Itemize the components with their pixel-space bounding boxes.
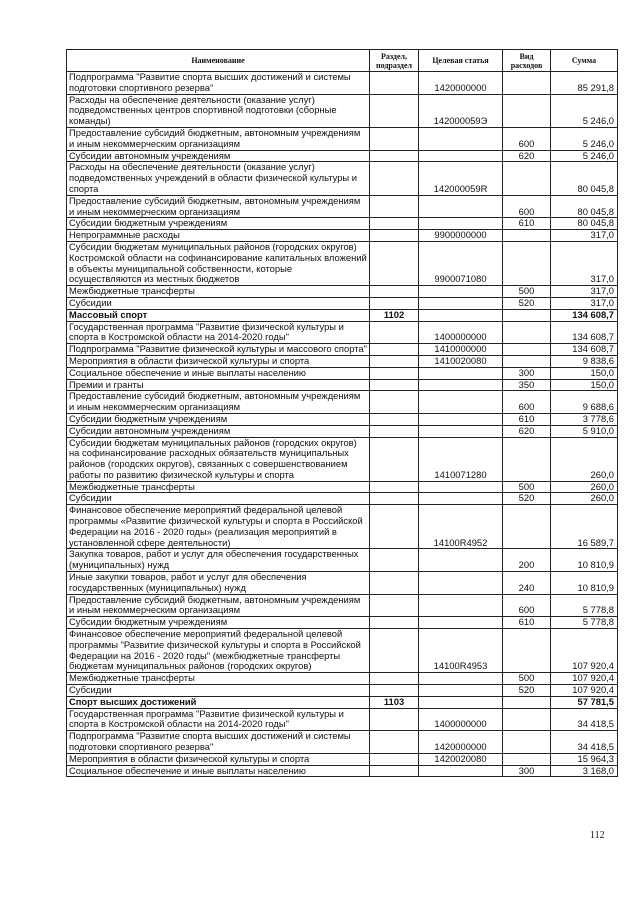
cell-name: Расходы на обеспечение деятельности (оказание услуг) подведомственных учреждений в области физической культуры и спорта bbox=[67, 162, 370, 195]
cell-kind: 610 bbox=[503, 218, 551, 230]
cell-name: Подпрограмма "Развитие физической культуры и массового спорта" bbox=[67, 344, 370, 356]
cell-name: Субсидии автономным учреждениям bbox=[67, 425, 370, 437]
cell-section bbox=[370, 195, 419, 218]
cell-sum: 5 246,0 bbox=[551, 127, 618, 150]
budget-table-sheet bbox=[66, 49, 617, 777]
cell-article bbox=[419, 309, 503, 321]
cell-name: Мероприятия в области физической культуры и спорта bbox=[67, 753, 370, 765]
cell-kind bbox=[503, 94, 551, 127]
table-row bbox=[67, 230, 618, 242]
cell-section: 1103 bbox=[370, 696, 419, 708]
table-row bbox=[67, 94, 618, 127]
cell-article: 142000059R bbox=[419, 162, 503, 195]
table-row bbox=[67, 493, 618, 505]
cell-sum: 5 246,0 bbox=[551, 150, 618, 162]
cell-kind bbox=[503, 162, 551, 195]
cell-article bbox=[419, 425, 503, 437]
cell-section bbox=[370, 708, 419, 731]
cell-article bbox=[419, 297, 503, 309]
cell-sum: 107 920,4 bbox=[551, 685, 618, 697]
table-row bbox=[67, 572, 618, 595]
cell-sum: 3 778,6 bbox=[551, 413, 618, 425]
cell-section bbox=[370, 230, 419, 242]
cell-article bbox=[419, 765, 503, 777]
table-row bbox=[67, 72, 618, 95]
cell-sum: 5 910,0 bbox=[551, 425, 618, 437]
cell-article bbox=[419, 391, 503, 414]
table-row bbox=[67, 629, 618, 673]
cell-sum: 80 045,8 bbox=[551, 195, 618, 218]
table-row bbox=[67, 696, 618, 708]
cell-article: 1420000000 bbox=[419, 731, 503, 754]
cell-sum: 80 045,8 bbox=[551, 162, 618, 195]
cell-article bbox=[419, 367, 503, 379]
cell-name: Субсидии bbox=[67, 685, 370, 697]
cell-kind: 200 bbox=[503, 549, 551, 572]
cell-article bbox=[419, 617, 503, 629]
cell-section bbox=[370, 425, 419, 437]
cell-sum: 57 781,5 bbox=[551, 696, 618, 708]
cell-article bbox=[419, 286, 503, 298]
cell-name: Предоставление субсидий бюджетным, автономным учреждениям и иным некоммерческим организациям bbox=[67, 391, 370, 414]
cell-article bbox=[419, 379, 503, 391]
cell-kind bbox=[503, 437, 551, 481]
cell-article bbox=[419, 195, 503, 218]
cell-kind: 620 bbox=[503, 150, 551, 162]
cell-section bbox=[370, 321, 419, 344]
cell-sum: 317,0 bbox=[551, 297, 618, 309]
cell-sum: 260,0 bbox=[551, 437, 618, 481]
cell-section: 1102 bbox=[370, 309, 419, 321]
cell-article bbox=[419, 572, 503, 595]
table-row bbox=[67, 673, 618, 685]
cell-article bbox=[419, 481, 503, 493]
table-row bbox=[67, 321, 618, 344]
cell-kind bbox=[503, 230, 551, 242]
cell-section bbox=[370, 241, 419, 285]
cell-section bbox=[370, 549, 419, 572]
header-section: Раздел, подраздел bbox=[370, 50, 419, 72]
table-row bbox=[67, 391, 618, 414]
cell-kind: 350 bbox=[503, 379, 551, 391]
cell-sum: 107 920,4 bbox=[551, 673, 618, 685]
cell-name: Субсидии бюджетным учреждениям bbox=[67, 617, 370, 629]
page-number: 112 bbox=[590, 830, 605, 841]
cell-kind: 610 bbox=[503, 413, 551, 425]
table-row bbox=[67, 195, 618, 218]
cell-name: Предоставление субсидий бюджетным, автономным учреждениям и иным некоммерческим организациям bbox=[67, 594, 370, 617]
cell-article bbox=[419, 673, 503, 685]
table-row bbox=[67, 309, 618, 321]
cell-name: Межбюджетные трансферты bbox=[67, 286, 370, 298]
cell-section bbox=[370, 505, 419, 549]
cell-article: 142000059Э bbox=[419, 94, 503, 127]
cell-sum: 34 418,5 bbox=[551, 708, 618, 731]
cell-name: Премии и гранты bbox=[67, 379, 370, 391]
cell-article: 1410071280 bbox=[419, 437, 503, 481]
cell-kind bbox=[503, 355, 551, 367]
cell-name: Социальное обеспечение и иные выплаты населению bbox=[67, 367, 370, 379]
table-row bbox=[67, 505, 618, 549]
table-row bbox=[67, 162, 618, 195]
cell-article: 9900000000 bbox=[419, 230, 503, 242]
cell-kind: 610 bbox=[503, 617, 551, 629]
table-row bbox=[67, 367, 618, 379]
cell-name: Субсидии bbox=[67, 493, 370, 505]
cell-section bbox=[370, 218, 419, 230]
cell-article: 1420000000 bbox=[419, 72, 503, 95]
cell-name: Финансовое обеспечение мероприятий федеральной целевой программы «Развитие физической культуры и спорта в Российской Федерации на 2016 - 2020 годы» (реализация мероприятий в установленной сфере деятельности) bbox=[67, 505, 370, 549]
cell-name: Подпрограмма "Развитие спорта высших достижений и системы подготовки спортивного резерва" bbox=[67, 72, 370, 95]
table-row bbox=[67, 286, 618, 298]
cell-sum: 134 608,7 bbox=[551, 321, 618, 344]
table-row bbox=[67, 413, 618, 425]
cell-name: Непрограммные расходы bbox=[67, 230, 370, 242]
table-row bbox=[67, 708, 618, 731]
cell-section bbox=[370, 297, 419, 309]
cell-name: Субсидии бюджетным учреждениям bbox=[67, 413, 370, 425]
header-kind: Вид расходов bbox=[503, 50, 551, 72]
cell-kind: 520 bbox=[503, 685, 551, 697]
table-row bbox=[67, 594, 618, 617]
cell-section bbox=[370, 355, 419, 367]
cell-kind bbox=[503, 309, 551, 321]
table-row bbox=[67, 481, 618, 493]
cell-sum: 5 778,8 bbox=[551, 594, 618, 617]
cell-kind: 300 bbox=[503, 367, 551, 379]
cell-name: Закупка товаров, работ и услуг для обеспечения государственных (муниципальных) нужд bbox=[67, 549, 370, 572]
table-row bbox=[67, 355, 618, 367]
cell-kind bbox=[503, 505, 551, 549]
cell-kind bbox=[503, 344, 551, 356]
cell-sum: 317,0 bbox=[551, 230, 618, 242]
cell-name: Межбюджетные трансферты bbox=[67, 481, 370, 493]
cell-kind bbox=[503, 241, 551, 285]
cell-kind: 600 bbox=[503, 195, 551, 218]
cell-kind: 500 bbox=[503, 286, 551, 298]
cell-kind bbox=[503, 731, 551, 754]
cell-article: 1410020080 bbox=[419, 355, 503, 367]
cell-sum: 150,0 bbox=[551, 367, 618, 379]
cell-section bbox=[370, 344, 419, 356]
table-row bbox=[67, 437, 618, 481]
cell-sum: 260,0 bbox=[551, 481, 618, 493]
cell-name: Финансовое обеспечение мероприятий федеральной целевой программы "Развитие физической культуры и спорта в Российской Федерации на 2016 - 2020 годы" (межбюджетные трансферты бюджетам муниципальных районов (городских округов) bbox=[67, 629, 370, 673]
table-row bbox=[67, 344, 618, 356]
budget-table bbox=[66, 49, 618, 777]
cell-name: Массовый спорт bbox=[67, 309, 370, 321]
cell-article bbox=[419, 594, 503, 617]
cell-name: Субсидии bbox=[67, 297, 370, 309]
cell-article bbox=[419, 685, 503, 697]
cell-sum: 9 688,6 bbox=[551, 391, 618, 414]
cell-name: Субсидии автономным учреждениям bbox=[67, 150, 370, 162]
cell-kind bbox=[503, 321, 551, 344]
table-row bbox=[67, 425, 618, 437]
cell-article bbox=[419, 150, 503, 162]
cell-sum: 134 608,7 bbox=[551, 309, 618, 321]
cell-sum: 150,0 bbox=[551, 379, 618, 391]
cell-name: Расходы на обеспечение деятельности (оказание услуг) подведомственных центров спортивной подготовки (сборные команды) bbox=[67, 94, 370, 127]
cell-name: Государственная программа "Развитие физической культуры и спорта в Костромской области на 2014-2020 годы" bbox=[67, 708, 370, 731]
cell-article bbox=[419, 549, 503, 572]
cell-section bbox=[370, 629, 419, 673]
cell-kind: 600 bbox=[503, 594, 551, 617]
table-row bbox=[67, 379, 618, 391]
cell-kind: 600 bbox=[503, 391, 551, 414]
cell-section bbox=[370, 753, 419, 765]
cell-article bbox=[419, 127, 503, 150]
cell-section bbox=[370, 162, 419, 195]
cell-sum: 3 168,0 bbox=[551, 765, 618, 777]
cell-section bbox=[370, 493, 419, 505]
table-header-row bbox=[67, 50, 618, 72]
cell-section bbox=[370, 685, 419, 697]
cell-kind: 240 bbox=[503, 572, 551, 595]
cell-kind bbox=[503, 753, 551, 765]
table-row bbox=[67, 297, 618, 309]
table-body bbox=[67, 72, 618, 777]
table-row bbox=[67, 127, 618, 150]
cell-kind: 520 bbox=[503, 297, 551, 309]
cell-section bbox=[370, 673, 419, 685]
cell-article: 1410000000 bbox=[419, 344, 503, 356]
cell-name: Иные закупки товаров, работ и услуг для обеспечения государственных (муниципальных) нужд bbox=[67, 572, 370, 595]
table-row bbox=[67, 549, 618, 572]
cell-kind: 520 bbox=[503, 493, 551, 505]
cell-sum: 5 778,8 bbox=[551, 617, 618, 629]
cell-section bbox=[370, 413, 419, 425]
table-row bbox=[67, 617, 618, 629]
cell-kind: 500 bbox=[503, 481, 551, 493]
cell-section bbox=[370, 437, 419, 481]
cell-section bbox=[370, 127, 419, 150]
cell-name: Государственная программа "Развитие физической культуры и спорта в Костромской области на 2014-2020 годы" bbox=[67, 321, 370, 344]
cell-article: 1420020080 bbox=[419, 753, 503, 765]
cell-section bbox=[370, 481, 419, 493]
cell-article: 14100R4953 bbox=[419, 629, 503, 673]
table-row bbox=[67, 685, 618, 697]
cell-kind: 620 bbox=[503, 425, 551, 437]
cell-sum: 15 964,3 bbox=[551, 753, 618, 765]
cell-name: Спорт высших достижений bbox=[67, 696, 370, 708]
cell-section bbox=[370, 731, 419, 754]
cell-section bbox=[370, 286, 419, 298]
cell-kind bbox=[503, 708, 551, 731]
cell-kind bbox=[503, 72, 551, 95]
cell-name: Предоставление субсидий бюджетным, автономным учреждениям и иным некоммерческим организациям bbox=[67, 127, 370, 150]
table-row bbox=[67, 218, 618, 230]
header-name: Наименование bbox=[67, 50, 370, 72]
cell-sum: 85 291,8 bbox=[551, 72, 618, 95]
table-row bbox=[67, 150, 618, 162]
cell-sum: 5 246,0 bbox=[551, 94, 618, 127]
cell-sum: 107 920,4 bbox=[551, 629, 618, 673]
cell-section bbox=[370, 572, 419, 595]
table-row bbox=[67, 241, 618, 285]
cell-kind bbox=[503, 629, 551, 673]
cell-sum: 10 810,9 bbox=[551, 572, 618, 595]
cell-sum: 317,0 bbox=[551, 241, 618, 285]
cell-sum: 260,0 bbox=[551, 493, 618, 505]
cell-section bbox=[370, 765, 419, 777]
cell-sum: 34 418,5 bbox=[551, 731, 618, 754]
cell-name: Субсидии бюджетным учреждениям bbox=[67, 218, 370, 230]
cell-article: 9900071080 bbox=[419, 241, 503, 285]
cell-name: Мероприятия в области физической культуры и спорта bbox=[67, 355, 370, 367]
cell-name: Межбюджетные трансферты bbox=[67, 673, 370, 685]
cell-name: Социальное обеспечение и иные выплаты населению bbox=[67, 765, 370, 777]
cell-article bbox=[419, 696, 503, 708]
cell-section bbox=[370, 379, 419, 391]
table-row bbox=[67, 731, 618, 754]
cell-kind bbox=[503, 696, 551, 708]
cell-sum: 10 810,9 bbox=[551, 549, 618, 572]
cell-name: Субсидии бюджетам муниципальных районов (городских округов) на софинансирование расходных обязательств муниципальных районов (городских округов), связанных с совершенствованием работы по развитию физической культуры и спорта bbox=[67, 437, 370, 481]
cell-section bbox=[370, 150, 419, 162]
cell-name: Субсидии бюджетам муниципальных районов (городских округов) Костромской области на софинансирование капитальных вложений в объекты муниципальной собственности, которые осуществляются из местных бюджетов bbox=[67, 241, 370, 285]
cell-kind: 600 bbox=[503, 127, 551, 150]
cell-kind: 500 bbox=[503, 673, 551, 685]
header-article: Целевая статья bbox=[419, 50, 503, 72]
cell-article: 1400000000 bbox=[419, 321, 503, 344]
cell-sum: 9 838,6 bbox=[551, 355, 618, 367]
cell-section bbox=[370, 617, 419, 629]
table-row bbox=[67, 765, 618, 777]
cell-section bbox=[370, 72, 419, 95]
cell-article bbox=[419, 218, 503, 230]
table-row bbox=[67, 753, 618, 765]
cell-section bbox=[370, 94, 419, 127]
cell-name: Предоставление субсидий бюджетным, автономным учреждениям и иным некоммерческим организациям bbox=[67, 195, 370, 218]
header-sum: Сумма bbox=[551, 50, 618, 72]
cell-sum: 317,0 bbox=[551, 286, 618, 298]
cell-article bbox=[419, 493, 503, 505]
cell-article bbox=[419, 413, 503, 425]
cell-section bbox=[370, 594, 419, 617]
cell-sum: 16 589,7 bbox=[551, 505, 618, 549]
cell-sum: 134 608,7 bbox=[551, 344, 618, 356]
cell-section bbox=[370, 367, 419, 379]
cell-name: Подпрограмма "Развитие спорта высших достижений и системы подготовки спортивного резерва" bbox=[67, 731, 370, 754]
cell-section bbox=[370, 391, 419, 414]
cell-article: 14100R4952 bbox=[419, 505, 503, 549]
cell-kind: 300 bbox=[503, 765, 551, 777]
cell-sum: 80 045,8 bbox=[551, 218, 618, 230]
cell-article: 1400000000 bbox=[419, 708, 503, 731]
